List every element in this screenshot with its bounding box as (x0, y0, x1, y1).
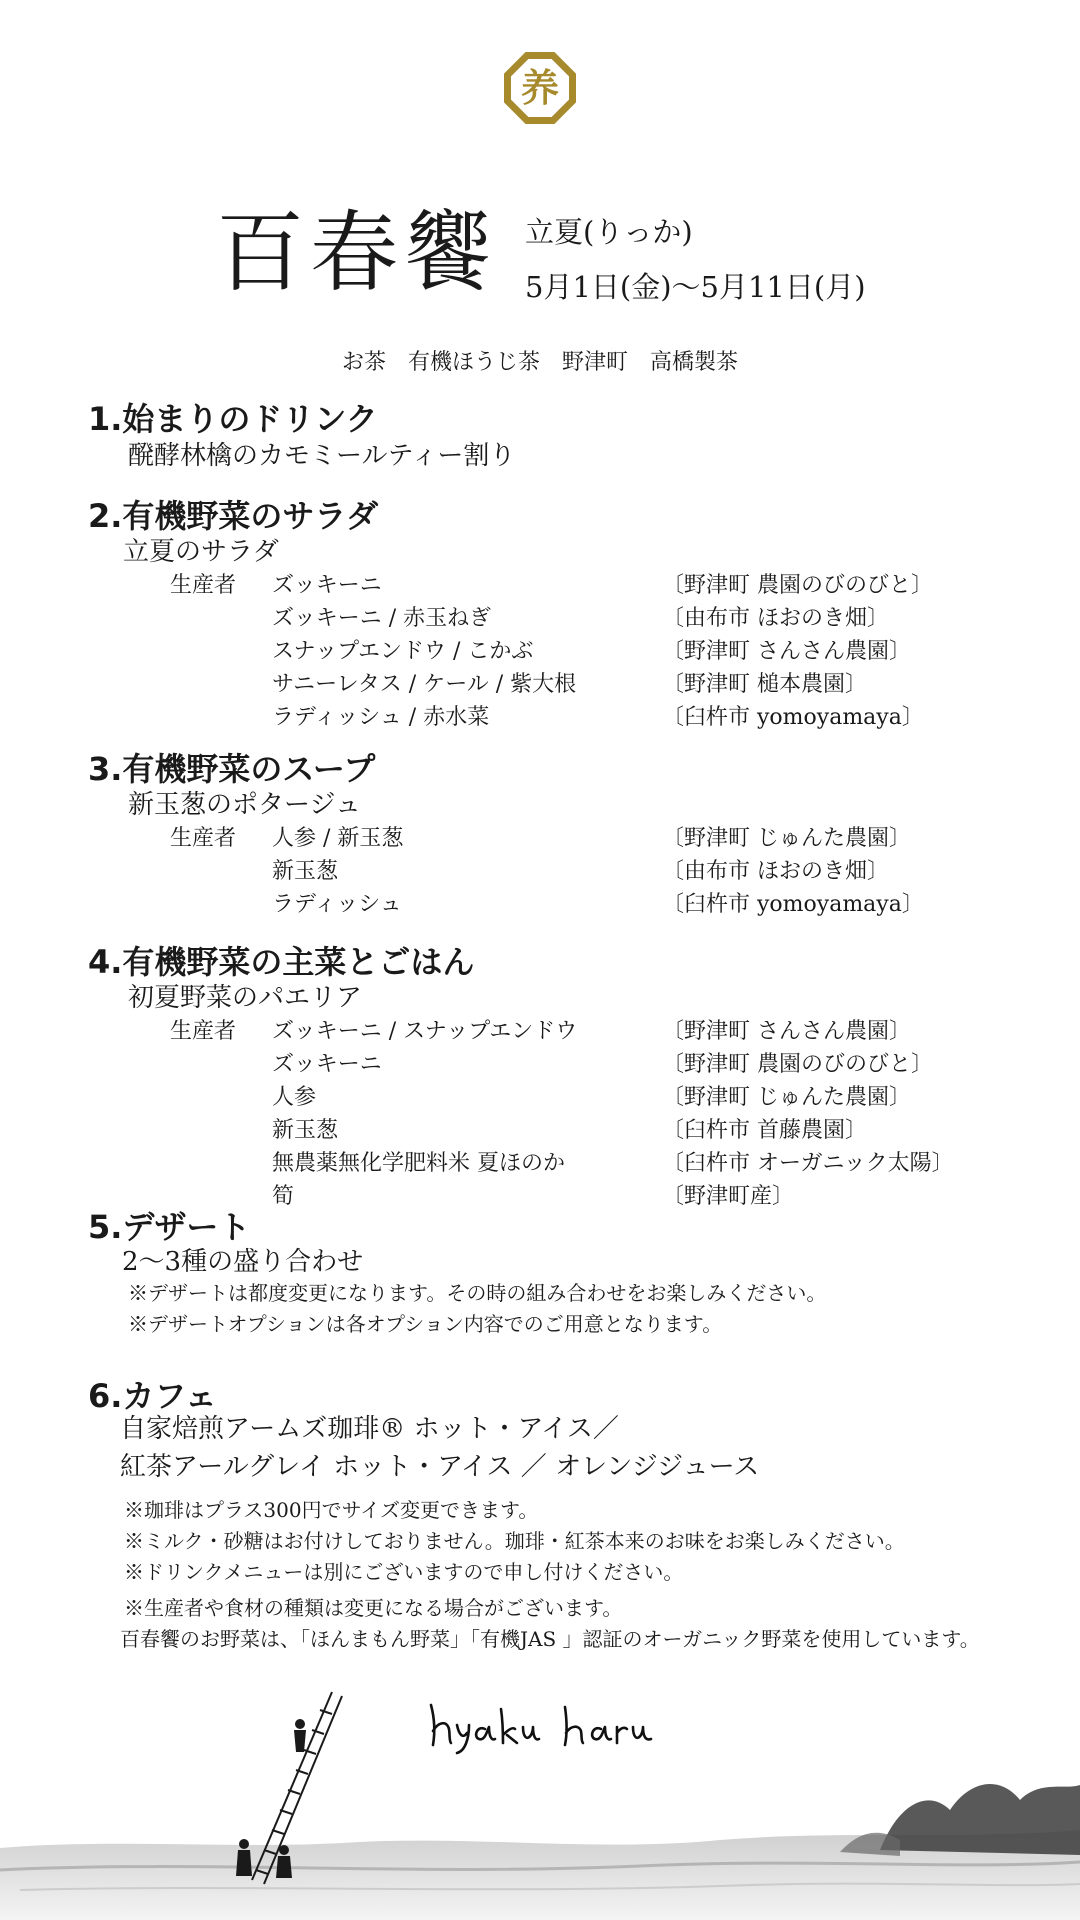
dish-name: 初夏野菜のパエリア (128, 983, 363, 1013)
note-text: ※ドリンクメニューは別にございますので申し付けください。 (124, 1560, 684, 1584)
ingredient: ラディッシュ / 赤水菜 (272, 705, 490, 730)
producer-source: 〔由布市 ほおのき畑〕 (662, 606, 889, 631)
producer-row (0, 636, 1080, 668)
producer-row (0, 823, 1080, 855)
dish-name: 醗酵林檎のカモミールティー割り (128, 441, 516, 471)
note-text: 百春饗のお野菜は、「ほんまもん野菜」「有機JAS 」認証のオーガニック野菜を使用しています。 (120, 1627, 980, 1651)
note-text: ※珈琲はプラス300円でサイズ変更できます。 (124, 1498, 539, 1522)
season-name: 立夏(りっか) (525, 215, 693, 249)
ingredient: ラディッシュ (272, 892, 402, 917)
section-title: 6.カフェ (88, 1377, 217, 1415)
section-title: 1.始まりのドリンク (88, 400, 378, 438)
ingredient: ズッキーニ (272, 1052, 382, 1077)
producer-label: 生産者 (170, 826, 237, 851)
brand-logo (504, 52, 576, 124)
producer-source: 〔野津町 農園のびのびと〕 (662, 1052, 933, 1077)
section-title: 5.デザート (88, 1208, 251, 1246)
producer-source: 〔野津町産〕 (662, 1184, 795, 1209)
producer-row (0, 669, 1080, 701)
producer-row (0, 702, 1080, 734)
ingredient: スナップエンドウ / こかぶ (272, 639, 534, 664)
producer-source: 〔由布市 ほおのき畑〕 (662, 859, 889, 884)
note-text: ※デザートオプションは各オプション内容でのご用意となります。 (128, 1312, 723, 1336)
ingredient: 新玉葱 (272, 859, 339, 884)
producer-source: 〔臼杵市 yomoyamaya〕 (662, 705, 924, 730)
producer-row (0, 1148, 1080, 1180)
producer-row (0, 1049, 1080, 1081)
producer-row (0, 1115, 1080, 1147)
ingredient: 新玉葱 (272, 1118, 339, 1143)
ingredient: 筍 (272, 1184, 295, 1209)
producer-source: 〔野津町 じゅんた農園〕 (662, 826, 911, 851)
ink-landscape-illustration (0, 1680, 1080, 1920)
producer-label: 生産者 (170, 573, 237, 598)
ingredient: 人参 / 新玉葱 (272, 826, 404, 851)
note-text: ※生産者や食材の種類は変更になる場合がございます。 (124, 1596, 623, 1620)
cafe-line: 紅茶アールグレイ ホット・アイス ／ オレンジジュース (120, 1452, 760, 1482)
section-title: 4.有機野菜の主菜とごはん (88, 943, 475, 981)
logo-mark: 养 (520, 65, 559, 110)
section-title: 3.有機野菜のスープ (88, 750, 376, 788)
producer-source: 〔野津町 さんさん農園〕 (662, 1019, 911, 1044)
producer-row (0, 1082, 1080, 1114)
dish-name: 新玉葱のポタージュ (128, 790, 361, 820)
note-text: ※デザートは都度変更になります。その時の組み合わせをお楽しみください。 (128, 1281, 827, 1305)
producer-source: 〔野津町 槌本農園〕 (662, 672, 867, 697)
producer-source: 〔臼杵市 オーガニック太陽〕 (662, 1151, 954, 1176)
producer-source: 〔野津町 じゅんた農園〕 (662, 1085, 911, 1110)
producer-source: 〔野津町 農園のびのびと〕 (662, 573, 933, 598)
producer-source: 〔臼杵市 yomoyamaya〕 (662, 892, 924, 917)
producer-row (0, 889, 1080, 921)
producer-label: 生産者 (170, 1019, 237, 1044)
date-range: 5月1日(金)〜5月11日(月) (525, 270, 866, 304)
ingredient: ズッキーニ / スナップエンドウ (272, 1019, 578, 1044)
brand-name: 百春饗 (216, 201, 499, 304)
producer-row (0, 856, 1080, 888)
cafe-line: 自家焙煎アームズ珈琲® ホット・アイス／ (120, 1414, 619, 1444)
producer-source: 〔臼杵市 首藤農園〕 (662, 1118, 867, 1143)
note-text: ※ミルク・砂糖はお付けしておりません。珈琲・紅茶本来のお味をお楽しみください。 (124, 1529, 905, 1553)
ingredient: ズッキーニ / 赤玉ねぎ (272, 606, 492, 631)
dish-name: 立夏のサラダ (123, 537, 279, 567)
dish-name: 2〜3種の盛り合わせ (122, 1247, 364, 1277)
ingredient: サニーレタス / ケール / 紫大根 (272, 672, 577, 697)
tea-line: お茶 有機ほうじ茶 野津町 高橋製茶 (341, 350, 738, 375)
producer-row (0, 1016, 1080, 1048)
ingredient: 人参 (272, 1085, 317, 1110)
producer-row (0, 603, 1080, 635)
ingredient: 無農薬無化学肥料米 夏ほのか (272, 1151, 565, 1176)
section-title: 2.有機野菜のサラダ (88, 497, 379, 535)
producer-source: 〔野津町 さんさん農園〕 (662, 639, 911, 664)
ingredient: ズッキーニ (272, 573, 382, 598)
producer-row (0, 570, 1080, 602)
